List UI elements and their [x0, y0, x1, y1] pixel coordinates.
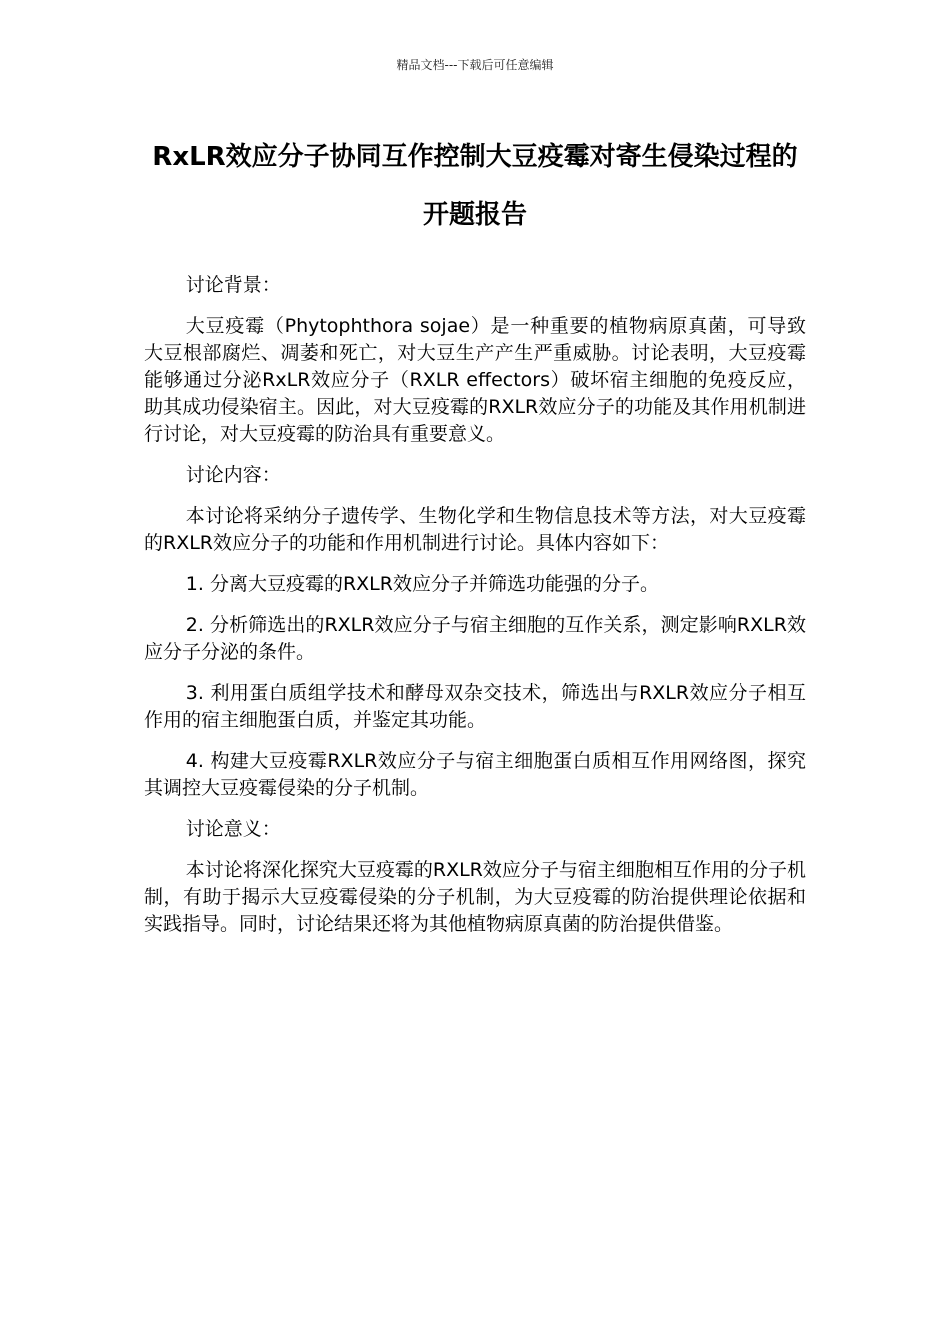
- content-item-3: 3. 利用蛋白质组学技术和酵母双杂交技术，筛选出与RXLR效应分子相互作用的宿主细胞蛋白质，并鉴定其功能。: [144, 682, 806, 731]
- content-item-4: 4. 构建大豆疫霉RXLR效应分子与宿主细胞蛋白质相互作用网络图，探究其调控大豆疫霉侵染的分子机制。: [144, 750, 806, 799]
- background-heading: 讨论背景：: [185, 274, 281, 296]
- document-title: RxLR效应分子协同互作控制大豆疫霉对寄生侵染过程的开题报告: [152, 142, 798, 230]
- significance-heading: 讨论意义：: [185, 818, 281, 840]
- content-intro-paragraph: 本讨论将采纳分子遗传学、生物化学和生物信息技术等方法，对大豆疫霉的RXLR效应分子的功能和作用机制进行讨论。具体内容如下：: [144, 505, 806, 554]
- significance-paragraph: 本讨论将深化探究大豆疫霉的RXLR效应分子与宿主细胞相互作用的分子机制，有助于揭示大豆疫霉侵染的分子机制，为大豆疫霉的防治提供理论依据和实践指导。同时，讨论结果还将为其他植物病原真菌的防治提供借鉴。: [144, 859, 806, 935]
- document-body: [144, 272, 806, 952]
- content-item-1: 1. 分离大豆疫霉的RXLR效应分子并筛选功能强的分子。: [185, 573, 659, 595]
- header-note: 精品文档---下载后可任意编辑: [396, 58, 554, 72]
- content-item-2: 2. 分析筛选出的RXLR效应分子与宿主细胞的互作关系，测定影响RXLR效应分子分泌的条件。: [144, 614, 806, 663]
- content-heading: 讨论内容：: [185, 464, 281, 486]
- background-paragraph: 大豆疫霉（Phytophthora sojae）是一种重要的植物病原真菌，可导致大豆根部腐烂、凋萎和死亡，对大豆生产产生严重威胁。讨论表明，大豆疫霉能够通过分泌RxLR效应分子（RXLR effectors）破坏宿主细胞的免疫反应，助其成功侵染宿主。因此，对大豆疫霉的RXLR效应分子的功能及其作用机制进行讨论，对大豆疫霉的防治具有重要意义。: [144, 315, 806, 445]
